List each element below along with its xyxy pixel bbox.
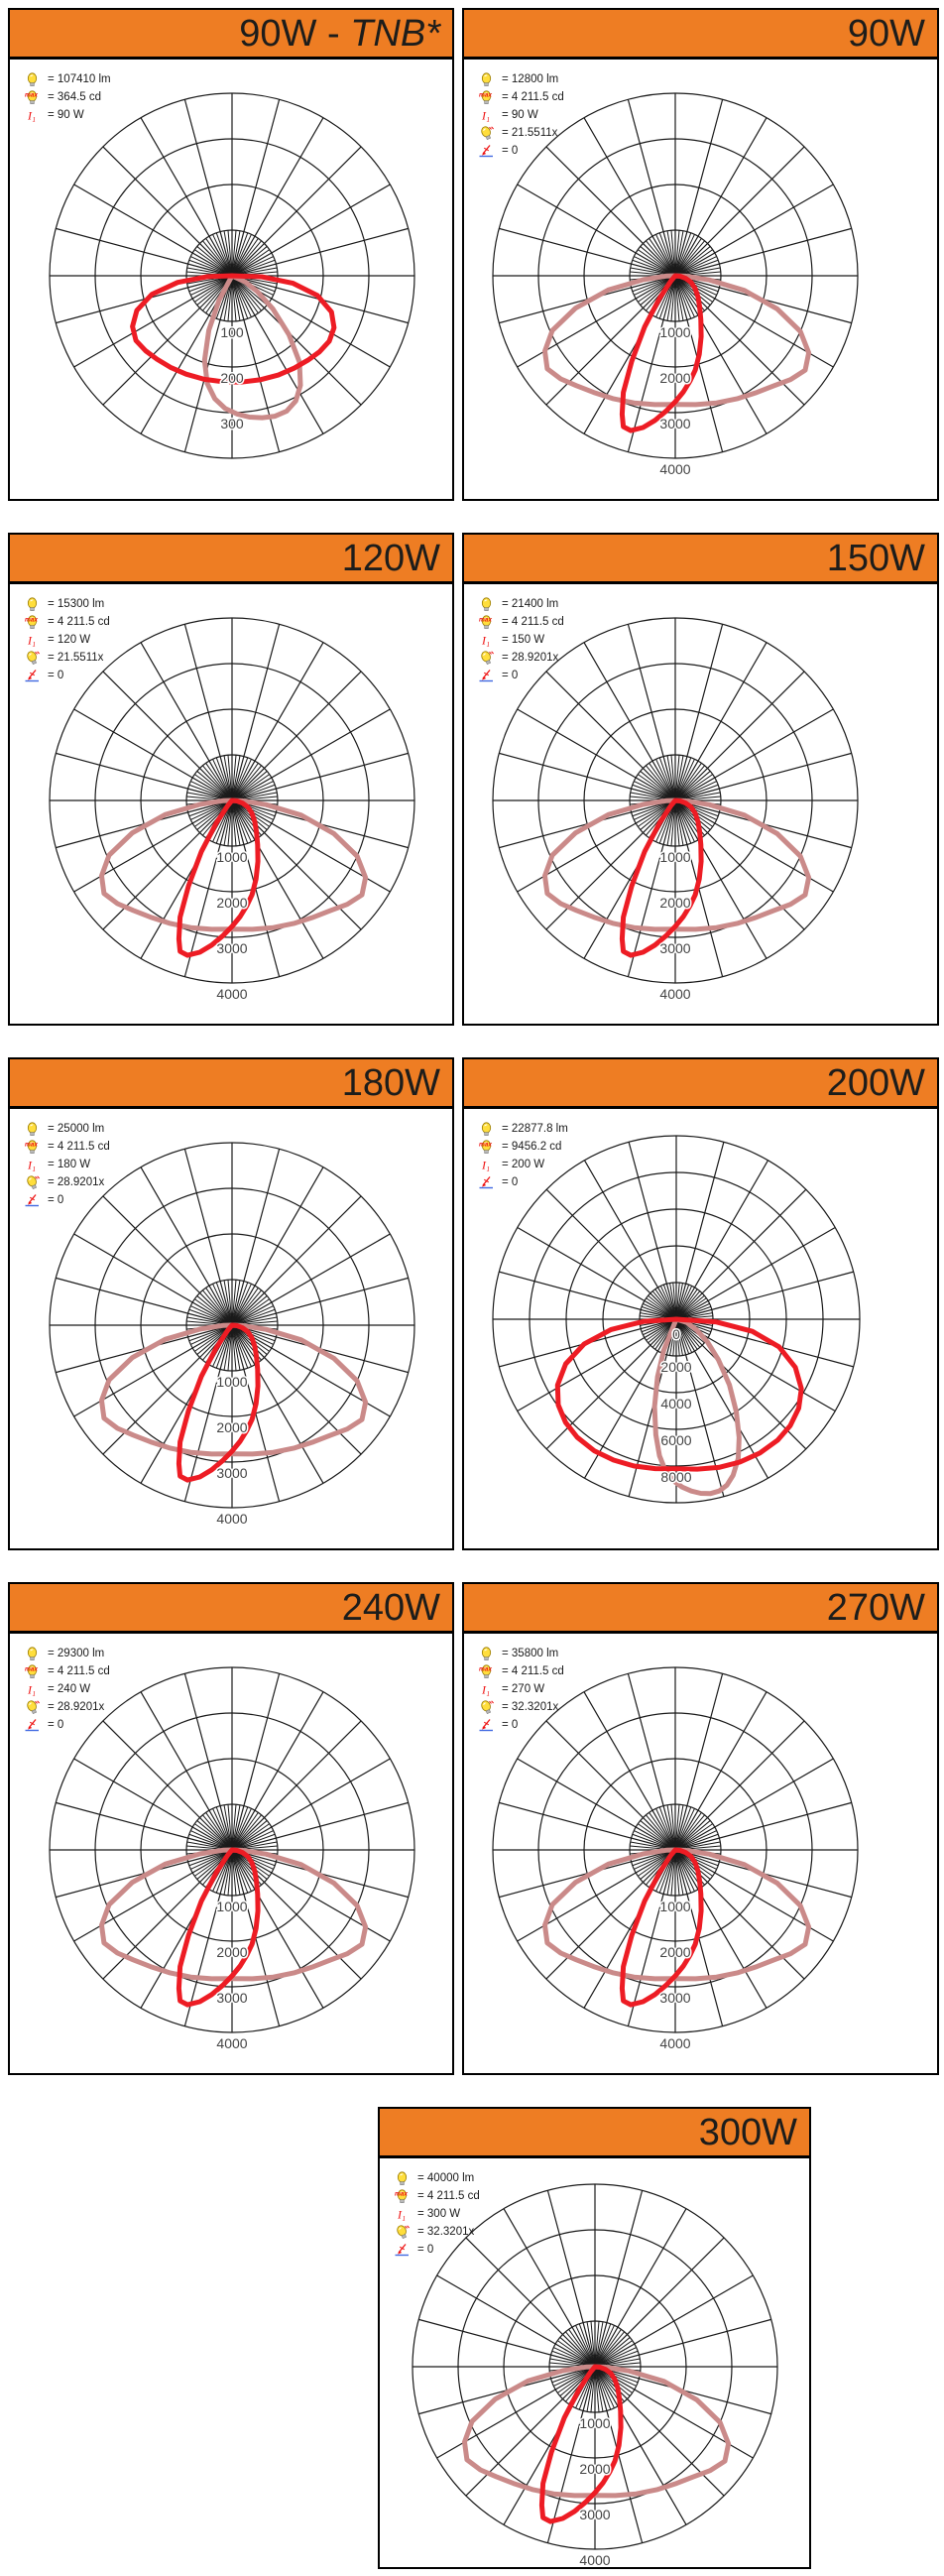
legend-value: = 0 — [48, 670, 64, 681]
ring-value-label: 4000 — [659, 461, 691, 477]
ring-value-label: 2000 — [659, 370, 691, 386]
panel-body — [464, 1634, 937, 2073]
polar-diagram — [464, 1109, 937, 1548]
main-spoke — [518, 1319, 676, 1411]
power-icon — [478, 108, 495, 123]
svg-text:max: max — [25, 616, 39, 623]
svg-text:I: I — [28, 1682, 32, 1696]
panel-title: 200W — [826, 1061, 925, 1104]
ring-value-label: 1000 — [216, 1899, 248, 1914]
wattage-panel — [462, 8, 939, 501]
legend-value: = 0 — [502, 1176, 519, 1188]
svg-text:1: 1 — [486, 1689, 490, 1697]
panel-title: 240W — [341, 1586, 440, 1629]
legend-value: = 0 — [502, 1719, 519, 1731]
legend-value: = 4 211.5 cd — [48, 1141, 110, 1153]
legend-value: = 0 — [502, 670, 519, 681]
max-icon — [24, 1664, 41, 1679]
tilt-icon — [24, 669, 41, 683]
ring-value-label: 4000 — [659, 986, 691, 1002]
legend-row — [478, 1139, 561, 1155]
panel-body — [464, 584, 937, 1024]
legend-row — [394, 2170, 474, 2186]
flux-icon — [24, 1647, 41, 1661]
legend-row — [478, 107, 538, 123]
legend-value: = 21.5511x — [48, 652, 104, 664]
legend-row — [24, 89, 101, 105]
power-icon — [24, 1158, 41, 1172]
ring-value-label: 2000 — [579, 2461, 611, 2477]
max-icon — [24, 90, 41, 105]
tilt-icon — [478, 144, 495, 159]
power-icon — [24, 633, 41, 648]
flux-icon — [24, 597, 41, 612]
panel-header — [464, 1059, 937, 1109]
legend-row — [24, 1717, 63, 1733]
eff-icon — [478, 126, 495, 141]
legend-row — [394, 2242, 433, 2258]
legend-row — [24, 1139, 110, 1155]
panel-header — [464, 535, 937, 584]
svg-text:max: max — [479, 616, 493, 623]
wattage-panel — [462, 533, 939, 1026]
power-icon — [24, 1682, 41, 1697]
main-spoke — [676, 1319, 854, 1367]
panel-title: 180W — [341, 1061, 440, 1104]
legend-value: = 4 211.5 cd — [48, 616, 110, 628]
main-spoke — [518, 1228, 676, 1320]
ring-value-label: 1000 — [216, 849, 248, 865]
ring-value-label: 1000 — [216, 1374, 248, 1390]
legend-value: = 0 — [417, 2244, 434, 2256]
ring-value-label: 4000 — [216, 2035, 248, 2051]
ring-value-label: 2000 — [660, 1359, 692, 1375]
legend-value: = 0 — [48, 1194, 64, 1206]
legend-row — [24, 1174, 104, 1190]
svg-text:max: max — [25, 1665, 39, 1672]
panel-title: 300W — [698, 2111, 797, 2153]
legend-row — [478, 1699, 558, 1715]
legend-row — [394, 2206, 460, 2222]
legend-row — [478, 1663, 564, 1679]
wattage-panel — [8, 8, 454, 501]
svg-text:I: I — [482, 633, 486, 647]
ring-value-label: 2000 — [216, 1419, 248, 1435]
legend-row — [24, 1699, 104, 1715]
eff-icon — [24, 1700, 41, 1715]
main-spoke — [629, 1142, 676, 1319]
ring-value-label: 2000 — [659, 895, 691, 911]
svg-text:max: max — [25, 1141, 39, 1148]
legend-row — [478, 89, 564, 105]
power-icon — [478, 633, 495, 648]
panel-header — [464, 1584, 937, 1634]
svg-text:max: max — [395, 2190, 409, 2197]
max-icon — [478, 90, 495, 105]
panel-body — [380, 2158, 809, 2567]
legend-value: = 35800 lm — [502, 1648, 559, 1659]
svg-text:I: I — [28, 633, 32, 647]
legend-value: = 9456.2 cd — [502, 1141, 562, 1153]
svg-text:I: I — [482, 108, 486, 122]
panel-body — [10, 584, 452, 1024]
legend-row — [478, 1121, 568, 1137]
legend-value: = 32.3201x — [502, 1701, 559, 1713]
main-spoke — [676, 1228, 835, 1320]
legend-value: = 120 W — [48, 634, 91, 646]
svg-text:max: max — [479, 91, 493, 98]
wattage-panel — [8, 533, 454, 1026]
legend-row — [478, 71, 558, 87]
ring-value-label: 6000 — [660, 1432, 692, 1448]
ring-value-label: 300 — [220, 416, 244, 431]
legend-row — [478, 1157, 544, 1172]
max-icon — [478, 615, 495, 630]
svg-text:1: 1 — [486, 115, 490, 123]
legend-row — [24, 1646, 104, 1661]
legend-value: = 180 W — [48, 1159, 91, 1170]
legend-value: = 21.5511x — [502, 127, 558, 139]
power-icon — [24, 108, 41, 123]
main-spoke — [676, 1161, 768, 1319]
svg-text:I: I — [398, 2207, 402, 2221]
legend-row — [478, 1681, 544, 1697]
svg-text:I: I — [28, 108, 32, 122]
ring-value-label: 3000 — [659, 416, 691, 431]
panel-body — [464, 60, 937, 499]
ring-value-label: 4000 — [579, 2552, 611, 2567]
ring-value-label: 3000 — [216, 1990, 248, 2006]
legend-row — [24, 1192, 63, 1208]
svg-text:I: I — [482, 1158, 486, 1171]
legend-value: = 90 W — [48, 109, 84, 121]
legend-row — [478, 668, 518, 683]
legend-row — [478, 614, 564, 630]
ring-value-label: 3000 — [216, 940, 248, 956]
power-icon — [478, 1682, 495, 1697]
main-spoke — [585, 1161, 677, 1319]
ring-value-label: 4000 — [659, 2035, 691, 2051]
legend-row — [478, 596, 558, 612]
svg-text:1: 1 — [402, 2214, 406, 2222]
ring-value-label: 1000 — [579, 2415, 611, 2431]
eff-icon — [24, 651, 41, 666]
legend-value: = 200 W — [502, 1159, 545, 1170]
legend-value: = 150 W — [502, 634, 545, 646]
max-icon — [478, 1140, 495, 1155]
panel-title-variant: TNB* — [350, 12, 440, 55]
ring-value-label: 1000 — [659, 1899, 691, 1914]
wattage-panel — [378, 2107, 811, 2569]
eff-icon — [478, 1700, 495, 1715]
svg-text:1: 1 — [486, 640, 490, 648]
legend-value: = 300 W — [417, 2208, 461, 2220]
ring-value-label: 4000 — [660, 1396, 692, 1411]
panel-header — [10, 535, 452, 584]
polar-diagram — [10, 60, 452, 499]
power-icon — [478, 1158, 495, 1172]
panel-header — [10, 1584, 452, 1634]
ring-value-label: 8000 — [660, 1469, 692, 1485]
svg-text:max: max — [25, 91, 39, 98]
ring-value-label: 4000 — [216, 1511, 248, 1527]
flux-icon — [478, 1122, 495, 1137]
flux-icon — [478, 72, 495, 87]
power-icon — [394, 2207, 411, 2222]
svg-text:I: I — [482, 1682, 486, 1696]
ring-value-label: 2000 — [216, 895, 248, 911]
legend-row — [478, 1646, 558, 1661]
main-spoke — [676, 1142, 724, 1319]
legend-row — [478, 1174, 518, 1190]
panel-title: 90W - — [239, 12, 351, 55]
main-spoke — [499, 1272, 676, 1319]
legend-row — [24, 596, 104, 612]
max-icon — [24, 615, 41, 630]
tilt-icon — [478, 1718, 495, 1733]
legend-value: = 4 211.5 cd — [502, 1665, 564, 1677]
legend-value: = 28.9201x — [502, 652, 559, 664]
legend-row — [478, 632, 544, 648]
legend-value: = 4 211.5 cd — [417, 2190, 480, 2202]
tilt-icon — [394, 2243, 411, 2258]
wattage-panel — [462, 1057, 939, 1550]
legend-value: = 12800 lm — [502, 73, 559, 85]
wattage-panel — [8, 1582, 454, 2075]
ring-value-label: 3000 — [659, 940, 691, 956]
svg-text:1: 1 — [32, 1689, 36, 1697]
panel-body — [10, 1109, 452, 1548]
legend-row — [394, 2224, 474, 2240]
legend-value: = 21400 lm — [502, 598, 559, 610]
wattage-panel — [8, 1057, 454, 1550]
eff-icon — [394, 2225, 411, 2240]
wattage-panel — [462, 1582, 939, 2075]
main-spoke — [676, 1272, 854, 1319]
panel-body — [464, 1109, 937, 1548]
legend-value: = 25000 lm — [48, 1123, 105, 1135]
legend-row — [478, 650, 558, 666]
eff-icon — [24, 1175, 41, 1190]
svg-text:max: max — [479, 1141, 493, 1148]
eff-icon — [478, 651, 495, 666]
tilt-icon — [24, 1718, 41, 1733]
panel-title: 90W — [847, 12, 925, 55]
legend-row — [478, 125, 557, 141]
svg-text:max: max — [479, 1665, 493, 1672]
panel-title: 120W — [341, 537, 440, 579]
flux-icon — [478, 1647, 495, 1661]
legend-value: = 0 — [48, 1719, 64, 1731]
ring-value-label: 2000 — [216, 1944, 248, 1960]
ring-value-label: 2000 — [659, 1944, 691, 1960]
ring-value-label: 0 — [672, 1326, 680, 1342]
ring-value-label: 200 — [220, 370, 244, 386]
flux-icon — [24, 1122, 41, 1137]
legend-value: = 4 211.5 cd — [502, 91, 564, 103]
panel-header — [10, 1059, 452, 1109]
svg-text:I: I — [28, 1158, 32, 1171]
legend-row — [478, 1717, 518, 1733]
max-icon — [478, 1664, 495, 1679]
legend-row — [24, 107, 84, 123]
legend-value: = 40000 lm — [417, 2172, 475, 2184]
svg-text:1: 1 — [32, 115, 36, 123]
flux-icon — [24, 72, 41, 87]
tilt-icon — [478, 1175, 495, 1190]
panel-header — [10, 10, 452, 60]
tilt-icon — [24, 1193, 41, 1208]
svg-text:1: 1 — [486, 1165, 490, 1172]
legend-row — [24, 632, 90, 648]
legend-row — [24, 650, 103, 666]
panel-title: 270W — [826, 1586, 925, 1629]
legend-row — [24, 614, 110, 630]
legend-value: = 240 W — [48, 1683, 91, 1695]
panel-header — [380, 2109, 809, 2158]
legend-value: = 0 — [502, 145, 519, 157]
ring-value-label: 3000 — [579, 2507, 611, 2522]
panel-body — [10, 1634, 452, 2073]
legend-value: = 270 W — [502, 1683, 545, 1695]
legend-value: = 364.5 cd — [48, 91, 102, 103]
legend-row — [24, 1121, 104, 1137]
legend-value: = 90 W — [502, 109, 538, 121]
main-spoke — [676, 1189, 806, 1319]
flux-icon — [478, 597, 495, 612]
panel-title: 150W — [826, 537, 925, 579]
max-icon — [24, 1140, 41, 1155]
ring-value-label: 3000 — [216, 1465, 248, 1481]
legend-value: = 28.9201x — [48, 1176, 105, 1188]
legend-row — [24, 1157, 90, 1172]
svg-text:1: 1 — [32, 1165, 36, 1172]
legend-value: = 22877.8 lm — [502, 1123, 568, 1135]
panel-body — [10, 60, 452, 499]
tilt-icon — [478, 669, 495, 683]
ring-value-label: 100 — [220, 324, 244, 340]
panel-header — [464, 10, 937, 60]
legend-value: = 4 211.5 cd — [502, 616, 564, 628]
main-spoke — [546, 1189, 676, 1319]
legend-row — [24, 71, 111, 87]
legend-row — [478, 143, 518, 159]
legend-row — [24, 668, 63, 683]
legend-value: = 32.3201x — [417, 2226, 475, 2238]
legend-value: = 29300 lm — [48, 1648, 105, 1659]
legend-value: = 4 211.5 cd — [48, 1665, 110, 1677]
ring-value-label: 4000 — [216, 986, 248, 1002]
legend-row — [394, 2188, 480, 2204]
legend-row — [24, 1681, 90, 1697]
max-icon — [394, 2189, 411, 2204]
ring-value-label: 3000 — [659, 1990, 691, 2006]
ring-value-label: 1000 — [659, 849, 691, 865]
legend-value: = 107410 lm — [48, 73, 111, 85]
flux-icon — [394, 2171, 411, 2186]
svg-text:1: 1 — [32, 640, 36, 648]
legend-row — [24, 1663, 110, 1679]
legend-value: = 28.9201x — [48, 1701, 105, 1713]
ring-value-label: 1000 — [659, 324, 691, 340]
legend-value: = 15300 lm — [48, 598, 105, 610]
